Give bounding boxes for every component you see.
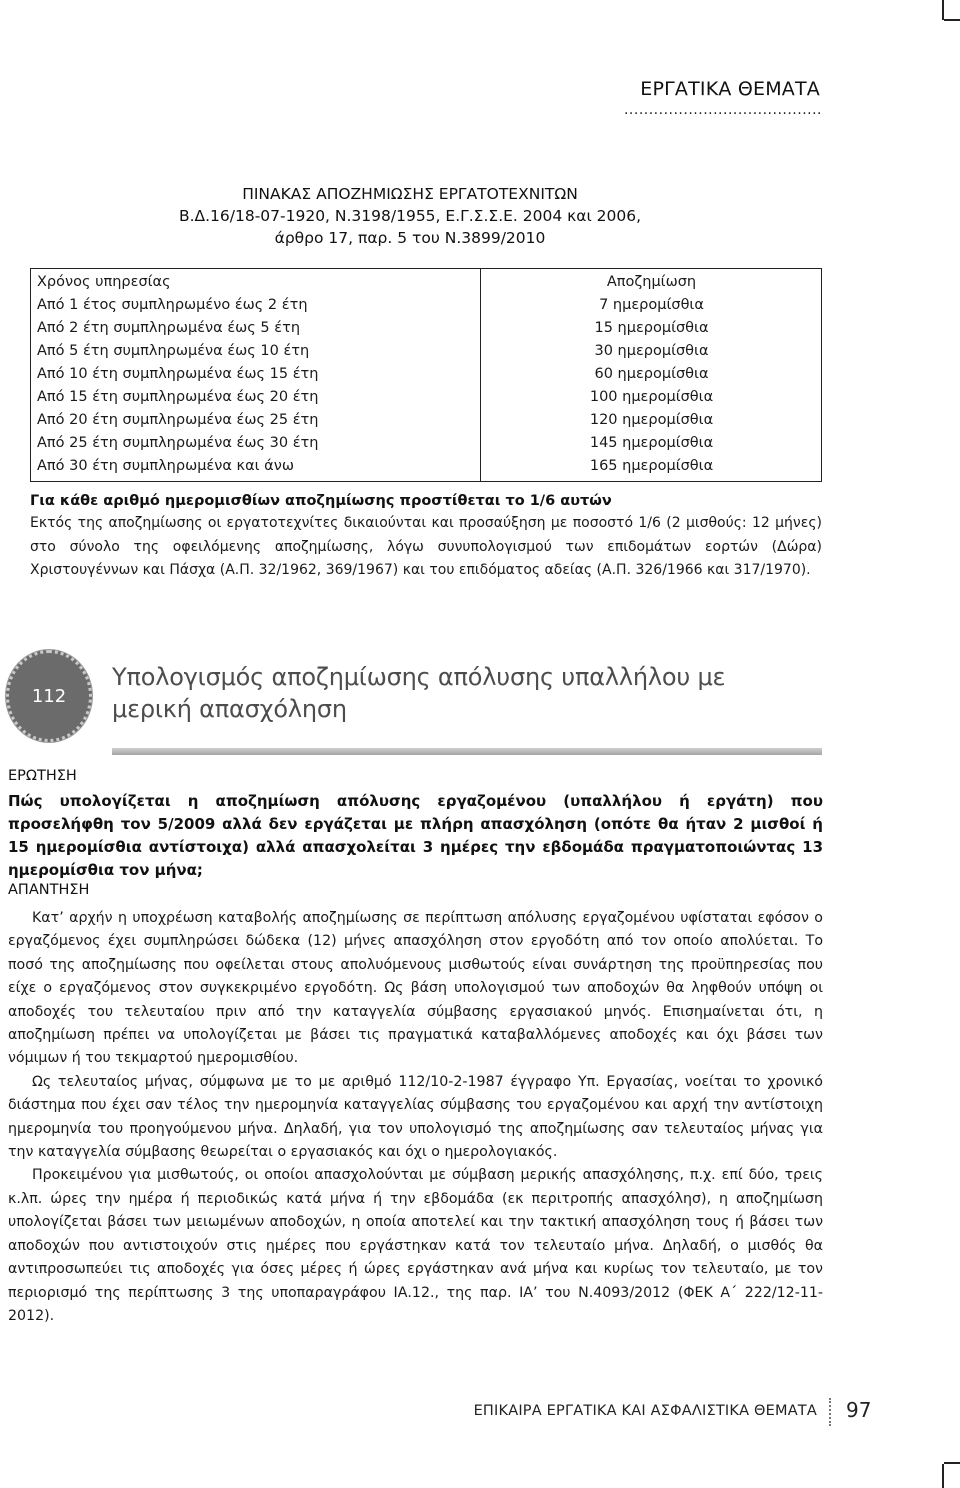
- answer-body: [8, 907, 823, 1328]
- table-note-body: Εκτός της αποζημίωσης οι εργατοτεχνίτες δικαιούνται και προσαύξηση με ποσοστό 1/6 (2 μισθούς: 12 μήνες) στο σύνολο της οφειλόμενης αποζημίωσης, λόγω συνυπολογισμού των επιδομάτων εορτών (Δώρα) Χριστουγέννων και Πάσχα (Α.Π. 32/1962, 369/1967) και του επιδόματος αδείας (Α.Π. 326/1966 και 317/1970).: [30, 515, 822, 578]
- crop-mark-bottom-vertical: [942, 1464, 944, 1488]
- compensation-cell: 7 ημερομίσθια: [599, 297, 704, 313]
- compensation-column: [483, 271, 820, 478]
- table-title-line: ΠΙΝΑΚΑΣ ΑΠΟΖΗΜΙΩΣΗΣ ΕΡΓΑΤΟΤΕΧΝΙΤΩΝ: [242, 185, 578, 203]
- table-column-divider: [480, 269, 481, 481]
- running-header-title: ΕΡΓΑΤΙΚΑ ΘΕΜΑΤΑ: [640, 78, 820, 100]
- compensation-cell: 145 ημερομίσθια: [589, 435, 714, 451]
- answer-label: ΑΠΑΝΤΗΣΗ: [8, 882, 90, 898]
- table-title-line: άρθρο 17, παρ. 5 του Ν.3899/2010: [274, 229, 546, 247]
- footer-magazine-title: ΕΠΙΚΑΙΡΑ ΕΡΓΑΤΙΚΑ ΚΑΙ ΑΣΦΑΛΙΣΤΙΚΑ ΘΕΜΑΤΑ: [473, 1403, 817, 1419]
- page-number: 97: [846, 1398, 872, 1422]
- compensation-cell: 15 ημερομίσθια: [594, 320, 709, 336]
- answer-paragraph: Κατ’ αρχήν η υποχρέωση καταβολής αποζημίωσης σε περίπτωση απόλυσης εργαζομένου υφίσταται εφόσον ο εργαζόμενος έχει συμπληρώσει δώδεκα (12) μήνες απασχόληση στον εργοδότη από τον οποίο απολύεται. Το ποσό της αποζημίωσης που οφείλεται στους απολυόμενους μισθωτούς είναι συνάρτηση της προϋπηρεσίας που είχε ο εργαζόμενος στον συγκεκριμένο εργοδότη. Ως βάση υπολογισμού των αποδοχών θα ληφθούν υπόψη οι αποδοχές του τελευταίου πριν από την καταγγελία σύμβασης εργασιακού μηνός. Επισημαίνεται ότι, η αποζημίωση πρέπει να υπολογίζεται με βάσει τις πραγματικά καταβαλλόμενες αποδοχές και όχι βάσει των νόμιμων ή του τεκμαρτού ημερομισθίου.: [8, 910, 823, 1067]
- section-title: Υπολογισμός αποζημίωσης απόλυσης υπαλλήλου με μερική απασχόληση: [112, 663, 726, 723]
- service-cell: Από 1 έτος συμπληρωμένο έως 2 έτη: [37, 297, 308, 313]
- question-text: Πώς υπολογίζεται η αποζημίωση απόλυσης εργαζομένου (υπαλλήλου ή εργάτη) που προσελήφθη τον 5/2009 αλλά δεν εργάζεται με πλήρη απασχόληση (οπότε θα ήταν 2 μισθοί ή 15 ημερομίσθια αντίστοιχα) αλλά απασχολείται 3 ημέρες την εβδομάδα πραγματοποιώντας 13 ημερομίσθια τον μήνα;: [8, 792, 823, 879]
- section-rule: [112, 748, 822, 755]
- crop-mark-top-vertical: [942, 0, 944, 20]
- compensation-cell: 120 ημερομίσθια: [589, 412, 714, 428]
- service-cell: Από 5 έτη συμπληρωμένα έως 10 έτη: [37, 343, 310, 359]
- section-number: 112: [31, 685, 67, 707]
- answer-paragraph: Ως τελευταίος μήνας, σύμφωνα με το με αριθμό 112/10-2-1987 έγγραφο Υπ. Εργασίας, νοείται το χρονικό διάστημα που έχει σαν τέλος την ημερομηνία καταγγελίας σύμβασης του εργαζομένου και αρχή την αντίστοιχη ημερομηνία του προηγούμενου μήνα. Δηλαδή, για τον υπολογισμό της αποζημίωσης σαν τελευταίος μήνας για την καταγγελία σύμβασης θεωρείται ο εργασιακός και όχι ο ημερολογιακός.: [8, 1073, 823, 1161]
- crop-mark-bottom-horizontal: [944, 1462, 960, 1464]
- section-number-badge: [6, 650, 92, 742]
- table-title: [150, 183, 670, 249]
- service-column: [37, 271, 477, 478]
- compensation-cell: 30 ημερομίσθια: [594, 343, 709, 359]
- running-header-dots: ........................................: [623, 102, 822, 118]
- service-cell: Από 15 έτη συμπληρωμένα έως 20 έτη: [37, 389, 319, 405]
- service-cell: Από 30 έτη συμπληρωμένα και άνω: [37, 458, 294, 474]
- question-label: ΕΡΩΤΗΣΗ: [8, 768, 77, 784]
- answer-paragraph: Προκειμένου για μισθωτούς, οι οποίοι απασχολούνται με σύμβαση μερικής απασχόλησης, π.χ. επί δύο, τρεις κ.λπ. ώρες την ημέρα ή περιοδικώς κατά μήνα ή την εβδομάδα (εκ περιτροπής απασχόλησ), η αποζημίωση υπολογίζεται βάσει των μειωμένων αποδοχών, η οποία αποτελεί και την τακτική απασχόληση τους ή βάσει των αποδοχών που αντιστοιχούν στις ημέρες που εργάστηκαν κατά τον τελευταίο μήνα. Δηλαδή, ο μισθός θα αντιπροσωπεύει τις αποδοχές για όσες μέρες ή ώρες εργάστηκαν ανά μήνα και κυρίως τον τελευταίο, με τον περιορισμό της περίπτωσης 3 της υποπαραγράφου ΙΑ.12., της παρ. ΙΑ’ του Ν.4093/2012 (ΦΕΚ Α΄ 222/12-11-2012).: [8, 1167, 823, 1324]
- compensation-cell: 165 ημερομίσθια: [589, 458, 714, 474]
- service-cell: Από 10 έτη συμπληρωμένα έως 15 έτη: [37, 366, 319, 382]
- compensation-cell: 60 ημερομίσθια: [594, 366, 709, 382]
- footer-separator: [829, 1398, 831, 1426]
- service-cell: Από 20 έτη συμπληρωμένα έως 25 έτη: [37, 412, 319, 428]
- service-cell: Από 2 έτη συμπληρωμένα έως 5 έτη: [37, 320, 301, 336]
- service-column-header: Χρόνος υπηρεσίας: [37, 274, 171, 290]
- compensation-column-header: Αποζημίωση: [606, 274, 697, 290]
- service-cell: Από 25 έτη συμπληρωμένα έως 30 έτη: [37, 435, 319, 451]
- compensation-cell: 100 ημερομίσθια: [589, 389, 714, 405]
- crop-mark-top-horizontal: [944, 19, 960, 21]
- table-title-line: Β.Δ.16/18-07-1920, Ν.3198/1955, Ε.Γ.Σ.Σ.Ε. 2004 και 2006,: [178, 207, 642, 225]
- table-note-bold: Για κάθε αριθμό ημερομισθίων αποζημίωσης προστίθεται το 1/6 αυτών: [30, 493, 612, 509]
- compensation-table: [30, 268, 822, 482]
